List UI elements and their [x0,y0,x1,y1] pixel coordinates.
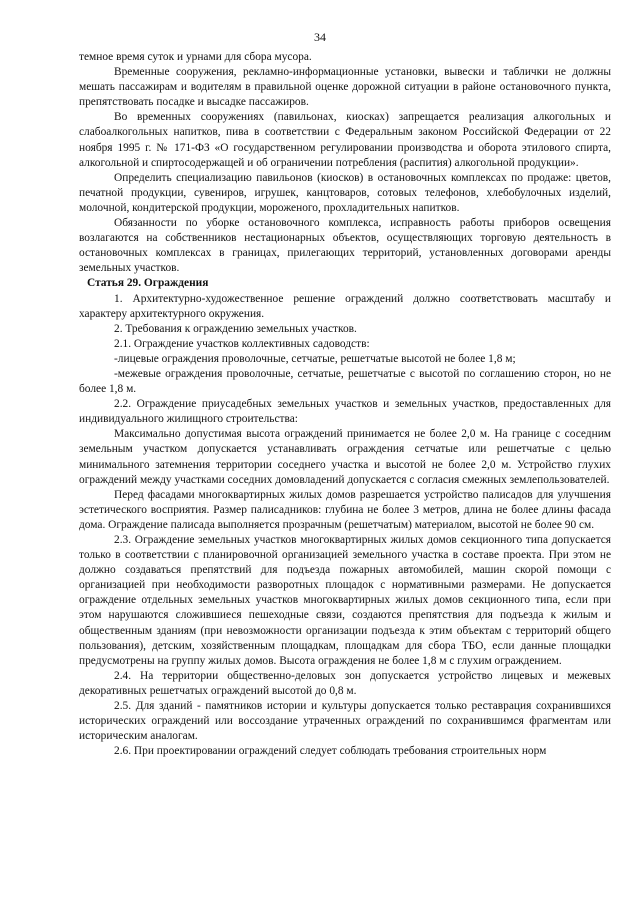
paragraph: Временные сооружения, рекламно-информационные установки, вывески и таблички не должны мешать пассажирам и водителям в правильной оценке дорожной ситуации в районе остановочного пункта, препятствовать посадке и высадке пассажиров. [79,66,611,109]
document-body [79,50,611,759]
paragraph: -лицевые ограждения проволочные, сетчатые, решетчатые высотой не более 1,8 м; [114,352,516,365]
paragraph: Во временных сооружениях (павильонах, киосках) запрещается реализация алкогольных и слабоалкогольных напитков, пива в соответствии с Федеральным законом Российской Федерации от 22 ноября 1995 г. № 171-ФЗ «О государственном регулировании производства и оборота этилового спирта, алкогольной и спиртосодержащей и об ограничении потребления (распития) алкогольной продукции». [79,111,611,169]
paragraph: 2. Требования к ограждению земельных участков. [114,322,357,335]
paragraph: -межевые ограждения проволочные, сетчатые, решетчатые с высотой по соглашению сторон, но не более 1,8 м. [79,367,611,396]
paragraph: Перед фасадами многоквартирных жилых домов разрешается устройство палисадов для улучшения эстетического восприятия. Размер палисадников: глубина не более 3 метров, длина не более длины фасада дома. Ограждение палисада выполняется прозрачным (решетчатым) материалом, высотой не более 90 см. [79,488,611,531]
paragraph: 2.3. Ограждение земельных участков многоквартирных жилых домов секционного типа допускается только в соответствии с планировочной организацией земельного участка в составе проекта. При этом не должно создаваться препятствий для подъезда пожарных автомобилей, машин скорой помощи с организацией при необходимости разворотных площадок с нормативными размерами. Не допускается ограждение отдельных земельных участков многоквартирных жилых домов секционного типа, если при этом нарушаются сложившиеся пешеходные связи, создаются препятствия для подъезда к жилым и общественным зданиям (при невозможности организации подъезда к этим объектам с территорий общего пользования), детским, хозяйственным площадкам, площадкам для сбора ТБО, если данные площадки предусмотрены на группу жилых домов. Высота ограждения не более 1,8 м с глухим ограждением. [79,534,611,667]
paragraph: Определить специализацию павильонов (киосков) в остановочных комплексах по продаже: цветов, печатной продукции, сувениров, игрушек, канцтоваров, сотовых телефонов, хлебобулочных изделий, молочной, кондитерской продукции, мороженого, прохладительных напитков. [79,171,611,214]
paragraph: 2.2. Ограждение приусадебных земельных участков и земельных участков, предоставленных для индивидуального жилищного строительства: [79,398,611,426]
paragraph: темное время суток и урнами для сбора мусора. [79,51,312,63]
paragraph: Обязанности по уборке остановочного комплекса, исправность работы приборов освещения возлагаются на собственников нестационарных объектов, осуществляющих торговую деятельность в остановочных комплексах в границах, прилегающих территорий, установленных договорами аренды земельных участков. [79,217,611,275]
page-number: 34 [314,30,326,44]
article-heading: Статья 29. Ограждения [87,277,209,290]
paragraph: 1. Архитектурно-художественное решение ограждений должно соответствовать масштабу и характеру архитектурного окружения. [79,292,611,320]
paragraph: 2.4. На территории общественно-деловых зон допускается устройство лицевых и межевых декоративных решетчатых ограждений высотой до 0,8 м. [79,669,611,697]
paragraph: Максимально допустимая высота ограждений принимается не более 2,0 м. На границе с соседним земельным участком допускается устанавливать ограждения сетчатые или решетчатые с целью минимального затемнения территории соседнего участка и высотой не более 2,0 м. Устройство глухих ограждений между участками соседних домовладений допускается с согласия смежных землепользователей. [79,428,611,486]
paragraph: 2.5. Для зданий - памятников истории и культуры допускается только реставрация сохранившихся исторических ограждений или воссоздание утраченных ограждений по сохранившимся фрагментам или историческим аналогам. [79,700,611,743]
paragraph: 2.6. При проектировании ограждений следует соблюдать требования строительных норм [114,745,547,758]
paragraph: 2.1. Ограждение участков коллективных садоводств: [114,337,370,350]
